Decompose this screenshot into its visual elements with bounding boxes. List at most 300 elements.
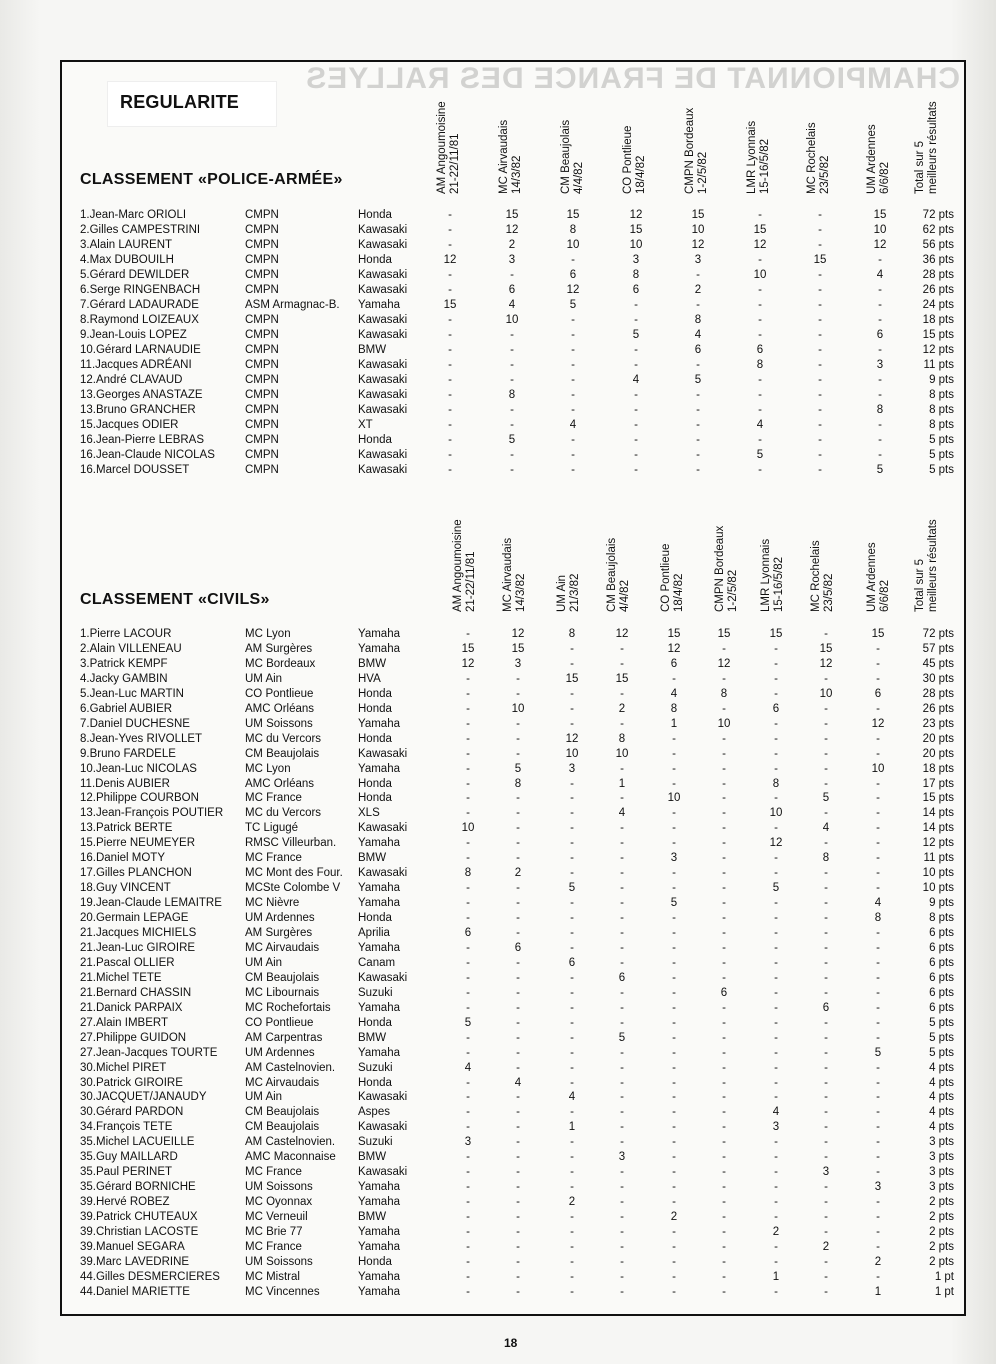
event-points: - [510,404,514,416]
rider-make: HVA [358,672,381,685]
total-points: 45 pts [922,657,954,670]
table-row [0,702,996,717]
table-row [0,1061,996,1076]
event-points: - [672,732,676,745]
event-points: - [516,1211,520,1224]
table-row [0,1046,996,1061]
event-points: - [824,747,828,760]
event-points: - [722,1091,726,1104]
total-points: 6 pts [929,1001,954,1014]
event-points: 5 [508,434,516,446]
event-points: - [876,1211,880,1224]
rider-make: Yamaha [358,1226,400,1238]
rider-name: 12.André CLAVAUD [80,374,183,386]
rider-make: Suzuki [358,1136,393,1149]
event-points: - [570,1151,574,1164]
rider-club: CMPN [245,434,279,446]
rider-make: Kawasaki [358,314,408,326]
event-points: - [672,1151,676,1164]
event-points: - [448,314,452,326]
event-points: 2 [618,702,626,715]
total-points: 2 pts [929,1196,954,1209]
total-points: 2 pts [929,1226,954,1238]
event-points: - [696,359,700,371]
total-points: 5 pts [929,434,954,446]
event-points: 12 [871,717,885,730]
rider-make: Kawasaki [358,284,408,296]
event-points: 10 [873,224,887,236]
event-points: - [824,762,828,775]
event-points: - [620,657,624,670]
event-points: - [570,1001,574,1014]
event-points: - [722,1121,726,1134]
rider-name: 39.Christian LACOSTE [80,1226,199,1238]
event-points: - [620,1136,624,1149]
rider-make: XT [358,419,373,431]
event-points: 3 [618,1151,626,1164]
event-points: - [722,747,726,760]
event-points: 1 [618,777,626,790]
event-points: - [516,672,520,685]
event-points: - [774,1285,778,1298]
rider-name: 30.Michel PIRET [80,1061,167,1074]
event-points: - [722,822,726,835]
event-points: 3 [514,657,522,670]
event-points: - [570,1181,574,1194]
event-points: - [876,837,880,850]
rider-club: CMPN [245,209,279,221]
rider-make: Kawasaki [358,389,408,401]
event-points: - [466,897,470,910]
event-points: - [516,1136,520,1149]
event-points: - [466,956,470,969]
rider-make: Suzuki [358,1061,393,1074]
event-points: - [722,1285,726,1298]
event-points: - [516,1255,520,1268]
event-points: - [571,374,575,386]
rider-make: Yamaha [358,1270,400,1283]
event-points: - [878,389,882,401]
event-points: - [571,329,575,341]
event-points: 10 [819,687,833,700]
event-points: - [672,1270,676,1283]
rider-make: Kawasaki [358,374,408,386]
event-points: - [696,449,700,461]
event-points: - [672,672,676,685]
rider-make: Kawasaki [358,239,408,251]
event-points: - [818,284,822,296]
event-points: - [620,986,624,999]
total-points: 4 pts [929,1106,954,1119]
total-points: 24 pts [922,299,954,311]
event-points: - [758,329,762,341]
event-points: 15 [566,209,580,221]
event-points: - [818,314,822,326]
event-points: - [824,702,828,715]
event-points: 5 [874,1046,882,1059]
event-points: - [774,867,778,880]
event-points: 12 [511,628,525,640]
event-points: - [516,1196,520,1209]
rider-name: 35.Michel LACUEILLE [80,1136,195,1149]
event-points: - [516,1106,520,1119]
event-points: 15 [667,628,681,640]
rider-name: 21.Jean-Luc GIROIRE [80,941,196,954]
event-points: - [516,1240,520,1253]
event-points: - [448,344,452,356]
rider-club: CMPN [245,239,279,251]
event-points: - [510,344,514,356]
event-points: - [634,344,638,356]
rider-make: Kawasaki [358,464,408,476]
table-row [0,1016,996,1031]
event-points: - [672,1001,676,1014]
event-points: 4 [670,687,678,700]
event-points: - [466,762,470,775]
event-points: - [774,792,778,805]
table-row [0,1285,996,1300]
event-points: - [620,762,624,775]
event-points: - [824,1285,828,1298]
event-points: 15 [565,672,579,685]
regularite-label: REGULARITE [120,92,239,112]
column-header: AM Angoumoisine 21-22/11/81 [452,519,477,612]
table-row [0,762,996,777]
event-points: - [672,747,676,760]
table-row [0,358,996,373]
rider-club: AM Castelnovien. [245,1061,336,1074]
event-points: - [620,1001,624,1014]
rider-make: Honda [358,792,392,805]
event-points: - [570,986,574,999]
event-points: - [571,344,575,356]
rider-club: MC Nièvre [245,897,300,910]
event-points: - [516,747,520,760]
event-points: - [824,897,828,910]
event-points: 2 [694,284,702,296]
event-points: - [448,329,452,341]
total-points: 9 pts [929,897,954,910]
table-row [0,1165,996,1180]
event-points: - [620,642,624,655]
rider-name: 4.Jacky GAMBIN [80,672,168,685]
event-points: - [774,912,778,925]
total-points: 10 pts [922,867,954,880]
event-points: - [466,882,470,895]
event-points: - [448,464,452,476]
rider-make: Kawasaki [358,224,408,236]
total-points: 2 pts [929,1240,954,1253]
event-points: - [824,1151,828,1164]
event-points: - [878,374,882,386]
event-points: 12 [717,657,731,670]
rider-make: Aprilia [358,927,390,939]
event-points: - [510,449,514,461]
rider-name: 19.Jean-Claude LEMAITRE [80,897,222,910]
rider-name: 2.Alain VILLENEAU [80,642,182,655]
table-row [0,208,996,223]
rider-name: 7.Daniel DUCHESNE [80,717,190,730]
rider-name: 18.Guy VINCENT [80,882,171,895]
total-points: 17 pts [922,777,954,790]
event-points: 12 [873,239,887,251]
event-points: - [774,1031,778,1044]
event-points: - [466,628,470,640]
event-points: - [620,687,624,700]
rider-club: CMPN [245,449,279,461]
event-points: - [696,269,700,281]
event-points: - [722,956,726,969]
event-points: - [620,1106,624,1119]
event-points: 10 [505,314,519,326]
event-points: - [516,956,520,969]
event-points: - [466,1211,470,1224]
column-header: Total sur 5 meilleurs résultats [914,101,939,194]
event-points: - [634,299,638,311]
event-points: - [466,837,470,850]
event-points: - [876,941,880,954]
event-points: - [672,1226,676,1238]
event-points: 6 [822,1001,830,1014]
event-points: 6 [569,269,577,281]
total-points: 2 pts [929,1211,954,1224]
event-points: - [672,1046,676,1059]
event-points: - [466,912,470,925]
event-points: - [824,1046,828,1059]
rider-club: CMPN [245,314,279,326]
rider-make: Yamaha [358,1001,400,1014]
rider-club: MC Verneuil [245,1211,308,1224]
event-points: 3 [508,254,516,266]
event-points: - [722,867,726,880]
column-header: UM Ardennes 6/6/82 [866,124,891,194]
total-points: 8 pts [929,419,954,431]
event-points: 4 [694,329,702,341]
event-points: - [448,284,452,296]
event-points: - [722,1151,726,1164]
rider-make: Honda [358,254,392,266]
event-points: - [672,927,676,939]
event-points: - [758,389,762,401]
event-points: - [774,971,778,984]
event-points: - [696,419,700,431]
event-points: 10 [629,239,643,251]
rider-name: 30.Patrick GIROIRE [80,1076,183,1089]
event-points: - [620,1166,624,1179]
event-points: - [516,1166,520,1179]
event-points: - [620,717,624,730]
rider-make: Honda [358,777,392,790]
rider-club: TC Ligugé [245,822,299,835]
event-points: 12 [753,239,767,251]
column-header: LMR Lyonnais 15-16/5/82 [746,120,771,194]
rider-make: Honda [358,912,392,925]
event-points: - [818,269,822,281]
event-points: - [466,1106,470,1119]
table-row [0,418,996,433]
event-points: 3 [874,1181,882,1194]
event-points: - [876,1031,880,1044]
event-points: - [774,1061,778,1074]
rider-name: 5.Jean-Luc MARTIN [80,687,184,700]
rider-make: Honda [358,1255,392,1268]
event-points: - [824,1106,828,1119]
event-points: - [466,1121,470,1134]
event-points: 6 [618,971,626,984]
event-points: - [774,672,778,685]
event-points: - [466,941,470,954]
event-points: - [818,374,822,386]
event-points: - [466,1151,470,1164]
event-points: 8 [464,867,472,880]
event-points: 2 [568,1196,576,1209]
table-row [0,986,996,1001]
event-points: 5 [569,299,577,311]
event-points: - [876,1001,880,1014]
event-points: - [876,927,880,939]
event-points: - [818,434,822,446]
event-points: - [570,912,574,925]
rider-name: 44.Daniel MARIETTE [80,1285,190,1298]
table-row [0,821,996,836]
event-points: - [876,852,880,865]
event-points: - [570,897,574,910]
table-row [0,373,996,388]
event-points: - [620,1016,624,1029]
total-points: 1 pt [934,1285,954,1298]
event-points: 15 [505,209,519,221]
event-points: - [774,1151,778,1164]
total-points: 8 pts [929,404,954,416]
rider-club: CM Beaujolais [245,971,320,984]
table-row [0,388,996,403]
event-points: - [722,792,726,805]
event-points: - [722,927,726,939]
rider-club: MC Lyon [245,762,291,775]
rider-club: MC du Vercors [245,807,322,820]
rider-club: CMPN [245,284,279,296]
total-points: 3 pts [929,1136,954,1149]
event-points: - [570,777,574,790]
event-points: - [466,687,470,700]
rider-club: MC Bordeaux [245,657,316,670]
rider-club: MCSte Colombe V [245,882,341,895]
event-points: - [516,1046,520,1059]
event-points: - [818,344,822,356]
event-points: 8 [772,777,780,790]
event-points: - [824,1226,828,1238]
rider-club: UM Ain [245,672,283,685]
event-points: - [672,1061,676,1074]
event-points: 10 [511,702,525,715]
event-points: - [571,464,575,476]
event-points: - [722,1240,726,1253]
rider-make: Honda [358,687,392,700]
total-points: 10 pts [922,882,954,895]
event-points: 6 [772,702,780,715]
event-points: - [634,434,638,446]
event-points: 10 [461,822,475,835]
table-row [0,627,996,642]
event-points: 2 [874,1255,882,1268]
event-points: - [570,822,574,835]
total-points: 30 pts [922,672,954,685]
total-points: 5 pts [929,464,954,476]
rider-name: 8.Raymond LOIZEAUX [80,314,199,326]
event-points: - [876,1121,880,1134]
event-points: 5 [756,449,764,461]
event-points: - [620,792,624,805]
table-row [0,268,996,283]
rider-name: 13.Georges ANASTAZE [80,389,203,401]
event-points: - [824,882,828,895]
rider-make: Honda [358,1016,392,1029]
rider-name: 10.Jean-Luc NICOLAS [80,762,197,775]
total-points: 4 pts [929,1121,954,1134]
rider-name: 15.Jacques ODIER [80,419,179,431]
event-points: - [672,956,676,969]
event-points: - [620,1285,624,1298]
event-points: - [516,837,520,850]
event-points: - [818,329,822,341]
event-points: 4 [569,419,577,431]
event-points: - [774,687,778,700]
event-points: - [758,299,762,311]
event-points: - [571,314,575,326]
rider-club: UM Ain [245,1091,283,1104]
event-points: - [722,1211,726,1224]
event-points: - [818,239,822,251]
rider-make: Kawasaki [358,269,408,281]
table-row [0,1270,996,1285]
event-points: - [466,1166,470,1179]
rider-name: 30.Gérard PARDON [80,1106,184,1119]
rider-club: AM Surgères [245,642,313,655]
event-points: - [758,209,762,221]
rider-club: MC Mistral [245,1270,300,1283]
event-points: 15 [461,642,475,655]
rider-name: 21.Michel TETE [80,971,162,984]
table-row [0,642,996,657]
event-points: - [570,702,574,715]
rider-club: CO Pontlieue [245,1016,314,1029]
rider-name: 21.Pascal OLLIER [80,956,175,969]
event-points: - [722,1196,726,1209]
rider-name: 6.Gabriel AUBIER [80,702,173,715]
event-points: 8 [876,404,884,416]
column-header: UM Ain 21/3/82 [556,573,581,612]
total-points: 11 pts [923,852,954,865]
rider-make: BMW [358,852,387,865]
rider-make: Yamaha [358,1196,400,1209]
rider-make: Yamaha [358,628,400,640]
rider-club: AM Carpentras [245,1031,323,1044]
event-points: - [571,404,575,416]
event-points: 5 [514,762,522,775]
event-points: - [774,986,778,999]
event-points: 1 [568,1121,576,1134]
event-points: - [672,1240,676,1253]
table-row [0,223,996,238]
rider-name: 34.François TETE [80,1121,173,1134]
event-points: - [824,777,828,790]
event-points: 8 [568,628,576,640]
event-points: - [620,1255,624,1268]
rider-make: Yamaha [358,642,400,655]
event-points: 12 [505,224,519,236]
event-points: - [510,359,514,371]
event-points: - [570,1046,574,1059]
